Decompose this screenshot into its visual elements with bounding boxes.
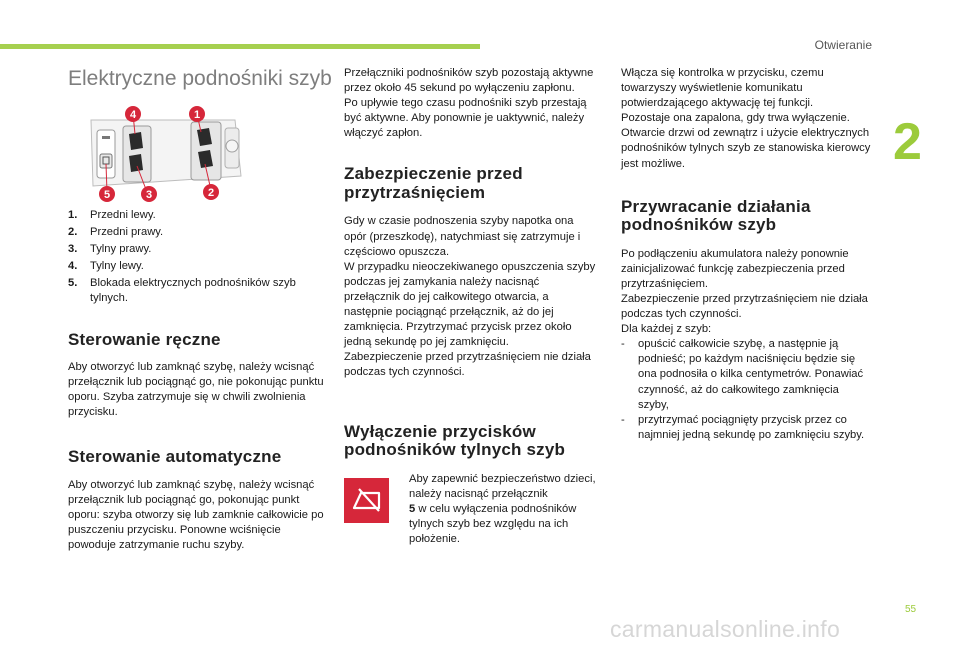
paragraph: Po upływie tego czasu podnośniki szyb przestają być aktywne. Aby ponownie je uaktywnić, należy włączyć zapłon. — [344, 97, 587, 140]
list-item: 3. Tylny prawy. — [68, 243, 152, 256]
window-switch-figure — [85, 106, 245, 202]
warning-text-pre: Aby zapewnić bezpieczeństwo dzieci, należy nacisnąć przełącznik — [409, 472, 596, 500]
automatic-body: Aby otworzyć lub zamknąć szybę, należy wcisnąć przełącznik lub pociągnąć go, pokonując punkt oporu: szyba otworzy się lub zamknie całkowicie po puszczeniu przycisku. Ponowne wciśnięcie powoduje zatrzymanie ruchu szyby. — [68, 478, 324, 552]
list-item: - opuścić całkowicie szybę, a następnie ją podnieść; po każdym naciśnięciu będzie się ona podnosiła o kilka centymetrów. Ponawiać czynność, aż do całkowitego zamknięcia szyby, — [621, 338, 864, 411]
list-item: 4. Tylny lewy. — [68, 260, 144, 273]
paragraph: Zabezpieczenie przed przytrzaśnięciem nie działa podczas tych czynności. — [344, 351, 591, 379]
heading-anti-pinch: Zabezpieczenie przed przytrzaśnięciem — [344, 164, 523, 202]
column-2 — [344, 66, 596, 547]
callout-1 — [189, 106, 205, 122]
svg-text:2: 2 — [207, 187, 215, 199]
restore-steps — [621, 337, 871, 443]
svg-text:5: 5 — [103, 189, 111, 201]
callout-4 — [125, 106, 141, 122]
page-title: Elektryczne podnośniki szyb — [68, 67, 332, 90]
callout-2 — [203, 184, 219, 200]
paragraph: Pozostaje ona zapalona, gdy trwa wyłączenie. Otwarcie drzwi od zewnątrz i użycie elektrycznych podnośników tylnych szyb ze stanowiska kierowcy jest możliwe. — [621, 112, 871, 170]
paragraph: Przełączniki podnośników szyb pozostają aktywne przez około 45 sekund po wyłączeniu zapłonu. — [344, 67, 594, 95]
column-1 — [68, 66, 332, 553]
svg-text:4: 4 — [129, 109, 137, 121]
manual-body: Aby otworzyć lub zamknąć szybę, należy wcisnąć przełącznik lub pociągnąć go, nie pokonując punktu oporu. Szyba zatrzymuje się w chwili zwolnienia przycisku. — [68, 361, 324, 419]
section-label: Otwieranie — [814, 38, 872, 52]
switch-number: 5 — [409, 502, 416, 515]
heading-rear-lock: Wyłączenie przycisków podnośników tylnych szyb — [344, 421, 566, 459]
legend-list — [68, 208, 324, 307]
rear-window-lock-warning-icon — [344, 478, 389, 523]
list-item: 1. Przedni lewy. — [68, 209, 156, 221]
warning-text-post: w celu wyłączenia podnośników tylnych szyb bez względu na ich położenie. — [409, 502, 577, 545]
header-accent-bar — [0, 44, 480, 49]
heading-manual: Sterowanie ręczne — [68, 329, 221, 349]
chapter-number: 2 — [893, 113, 922, 171]
column-3 — [621, 66, 871, 443]
paragraph: Po podłączeniu akumulatora należy ponownie zainicjalizować funkcję zabezpieczenia przed przytrzaśnięciem. — [621, 247, 849, 290]
paragraph: W przypadku nieoczekiwanego opuszczenia szyby podczas jej zamykania należy nacisnąć przełącznik do jej całkowitego otwarcia, a następnie pociągnąć przełącznik, aż do jej zamknięcia. Przytrzymać przycisk przez około jedną sekundę po jej zamknięciu. — [344, 260, 596, 349]
callout-5 — [99, 186, 115, 202]
warning-box — [344, 472, 596, 547]
list-item: 5. Blokada elektrycznych podnośników szyb tylnych. — [68, 277, 296, 305]
window-switch-panel — [85, 106, 245, 202]
heading-restore: Przywracanie działania podnośników szyb — [621, 196, 811, 235]
paragraph: Zabezpieczenie przed przytrzaśnięciem nie działa podczas tych czynności. — [621, 292, 868, 321]
list-item: 2. Przedni prawy. — [68, 226, 164, 239]
svg-text:3: 3 — [145, 189, 153, 201]
watermark: carmanualsonline.info — [610, 616, 841, 642]
callout-3 — [141, 186, 157, 202]
paragraph: Dla każdej z szyb: — [621, 323, 712, 336]
heading-automatic: Sterowanie automatyczne — [68, 447, 282, 467]
page-number: 55 — [905, 604, 917, 615]
list-item: - przytrzymać pociągnięty przycisk przez co najmniej jedną sekundę po zamknięciu szyby. — [621, 413, 865, 441]
paragraph: Włącza się kontrolka w przycisku, czemu towarzyszy wyświetlenie komunikatu potwierdzającego aktywację tej funkcji. — [621, 67, 824, 110]
paragraph: Gdy w czasie podnoszenia szyby napotka ona opór (przeszkodę), natychmiast się zatrzymuje i częściowo opuszcza. — [344, 215, 581, 258]
svg-text:1: 1 — [193, 109, 201, 121]
